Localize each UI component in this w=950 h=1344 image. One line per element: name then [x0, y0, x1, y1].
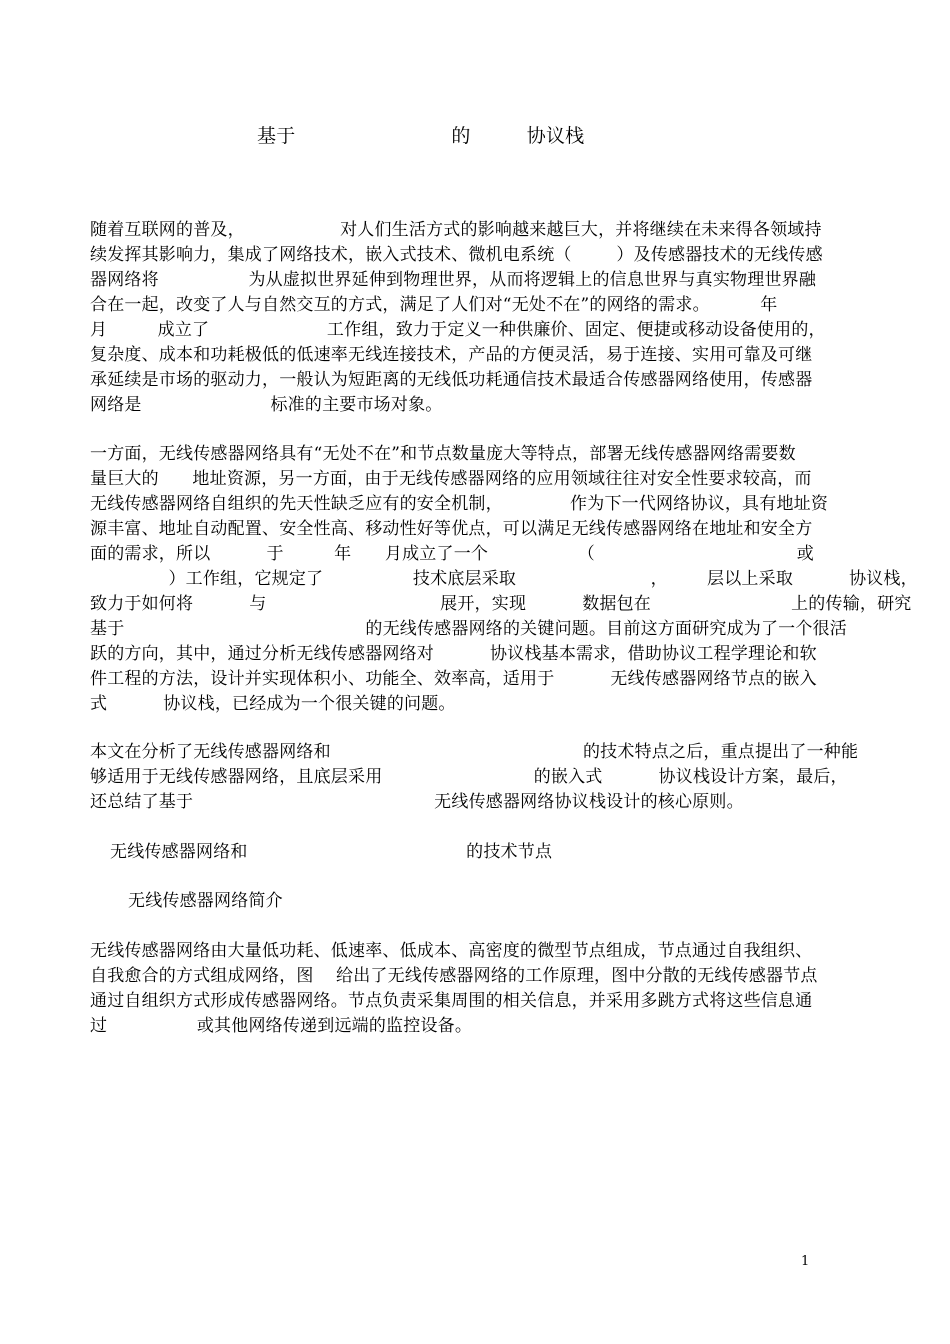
paragraph-4-line-2: 自我愈合的方式组成网络，图 给出了无线传感器网络的工作原理，图中分散的无线传感器节点 [90, 966, 818, 986]
paragraph-1-line-3: 器网络将 为从虚拟世界延伸到物理世界，从而将逻辑上的信息世界与真实物理世界融 [90, 270, 817, 290]
paragraph-2-line-11: 式 协议栈，已经成为一个很关键的问题。 [90, 694, 456, 714]
paragraph-3-line-3: 还总结了基于 无线传感器网络协议栈设计的核心原则。 [90, 792, 744, 812]
section-heading: 无线传感器网络和 的技术节点 [110, 842, 553, 862]
paragraph-2-line-6: ）工作组，它规定了 技术底层采取 ， 层以上采取 协议栈， [90, 569, 918, 589]
page-number: 1 [801, 1254, 810, 1269]
paragraph-2-line-7: 致力于如何将 与 展开，实现 数据包在 上的传输，研究 [90, 594, 912, 614]
paragraph-1-line-1: 随着互联网的普及， 对人们生活方式的影响越来越巨大，并将继续在未来得各领域持 [90, 220, 822, 240]
paragraph-1-line-8: 网络是 标准的主要市场对象。 [90, 395, 443, 415]
paragraph-3-line-1: 本文在分析了无线传感器网络和 的技术特点之后，重点提出了一种能 [90, 742, 859, 762]
paragraph-2-line-3: 无线传感器网络自组织的先天性缺乏应有的安全机制， 作为下一代网络协议，具有地址资 [90, 494, 829, 514]
subsection-heading: 无线传感器网络简介 [128, 891, 283, 911]
paragraph-2-line-4: 源丰富、地址自动配置、安全性高、移动性好等优点，可以满足无线传感器网络在地址和安全方 [90, 519, 813, 539]
paragraph-2-line-2: 量巨大的 地址资源，另一方面，由于无线传感器网络的应用领域往往对安全性要求较高，而 [90, 469, 812, 489]
document-title: 基于 的 协议栈 [257, 125, 585, 147]
paragraph-4-line-1: 无线传感器网络由大量低功耗、低速率、低成本、高密度的微型节点组成，节点通过自我组织、 [90, 941, 813, 961]
paragraph-2-line-10: 件工程的方法，设计并实现体积小、功能全、效率高，适用于 无线传感器网络节点的嵌入 [90, 669, 817, 689]
paragraph-4-line-4: 过 或其他网络传递到远端的监控设备。 [90, 1016, 473, 1036]
paragraph-2-line-5: 面的需求，所以 于 年 月成立了一个 （ 或 [90, 544, 814, 564]
paragraph-1-line-7: 承延续是市场的驱动力，一般认为短距离的无线低功耗通信技术最适合传感器网络使用，传感器 [90, 370, 813, 390]
paragraph-1-line-6: 复杂度、成本和功耗极低的低速率无线连接技术，产品的方便灵活，易于连接、实用可靠及可继 [90, 345, 813, 365]
paragraph-1-line-2: 续发挥其影响力，集成了网络技术，嵌入式技术、微机电系统（ ）及传感器技术的无线传感 [90, 245, 823, 265]
paragraph-2-line-9: 跃的方向，其中，通过分析无线传感器网络对 协议栈基本需求，借助协议工程学理论和软 [90, 644, 817, 664]
paragraph-1-line-4: 合在一起，改变了人与自然交互的方式，满足了人们对“无处不在”的网络的需求。 年 [90, 295, 778, 315]
paragraph-3-line-2: 够适用于无线传感器网络，且底层采用 的嵌入式 协议栈设计方案，最后， [90, 767, 848, 787]
paragraph-4-line-3: 通过自组织方式形成传感器网络。节点负责采集周围的相关信息，并采用多跳方式将这些信息通 [90, 991, 813, 1011]
paragraph-2-line-8: 基于 的无线传感器网络的关键问题。目前这方面研究成为了一个很活 [90, 619, 847, 639]
paragraph-2-line-1: 一方面，无线传感器网络具有“无处不在”和节点数量庞大等特点，部署无线传感器网络需要数 [90, 444, 796, 464]
paragraph-1-line-5: 月 成立了 工作组，致力于定义一种供廉价、固定、便捷或移动设备使用的， [90, 320, 826, 340]
